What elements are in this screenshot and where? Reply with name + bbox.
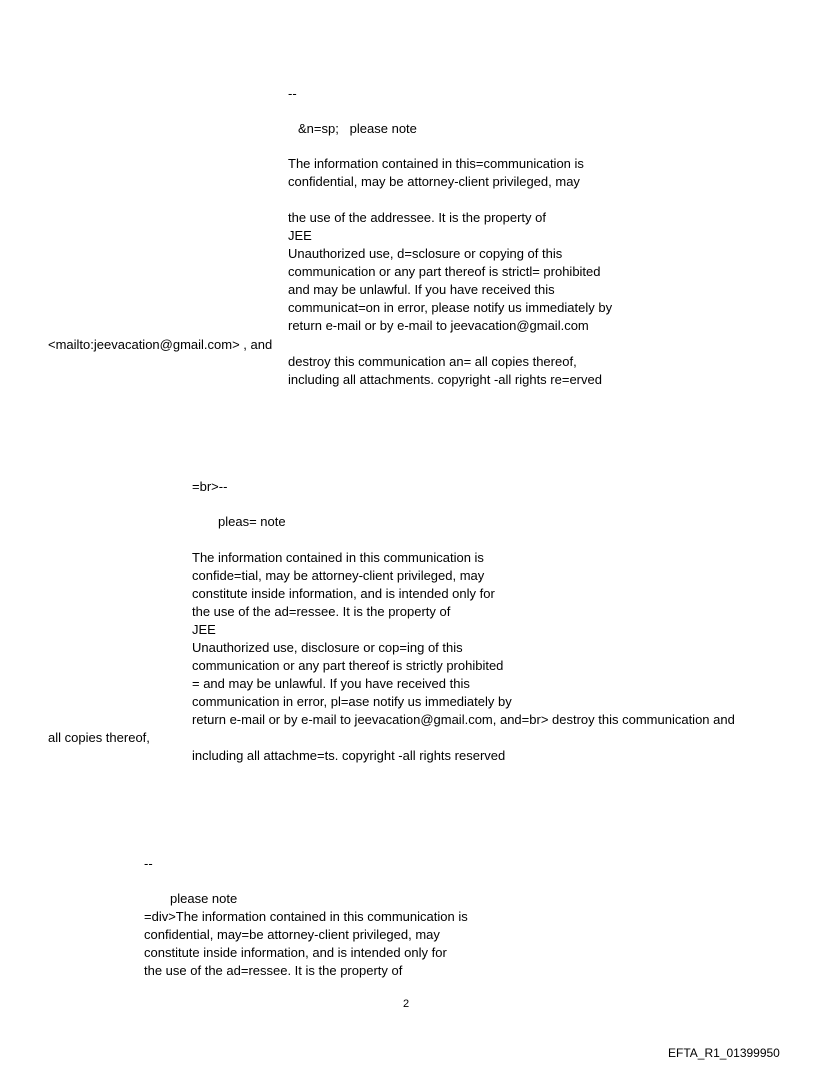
body-line: communicat=on in error, please notify us immediately by bbox=[288, 300, 613, 315]
body-line: confidential, may=be attorney-client privileged, may bbox=[144, 927, 440, 942]
body-line: including all attachments. copyright -all rights re=erved bbox=[288, 372, 602, 387]
body-line: communication or any part thereof is strictly prohibited bbox=[192, 658, 504, 673]
separator-line: -- bbox=[144, 856, 153, 871]
body-line: = and may be unlawful. If you have received this bbox=[192, 676, 470, 691]
separator-line: -- bbox=[288, 86, 297, 101]
note-heading: pleas= note bbox=[218, 514, 286, 529]
note-heading: please note bbox=[170, 891, 238, 906]
body-line: JEE bbox=[288, 228, 312, 243]
body-line: =div>The information contained in this communication is bbox=[144, 909, 468, 924]
body-line: constitute inside information, and is intended only for bbox=[192, 586, 495, 601]
page-number: 2 bbox=[403, 998, 410, 1010]
body-line: and may be unlawful. If you have received this bbox=[288, 282, 555, 297]
body-line: The information contained in this=communication is bbox=[288, 156, 584, 171]
body-line: the use of the ad=ressee. It is the property of bbox=[144, 963, 403, 978]
body-line: Unauthorized use, d=sclosure or copying of this bbox=[288, 246, 563, 261]
body-line: The information contained in this communication is bbox=[192, 550, 484, 565]
mailto-line: <mailto:jeevacation@gmail.com> , and bbox=[48, 337, 273, 352]
separator-line: =br>-- bbox=[192, 479, 228, 494]
body-line: Unauthorized use, disclosure or cop=ing of this bbox=[192, 640, 463, 655]
body-line: JEE bbox=[192, 622, 216, 637]
body-line: return e-mail or by e-mail to jeevacation@gmail.com, and=br> destroy this communication and bbox=[192, 712, 735, 727]
body-line: communication in error, pl=ase notify us immediately by bbox=[192, 694, 512, 709]
body-line: including all attachme=ts. copyright -all rights reserved bbox=[192, 748, 506, 763]
body-line: destroy this communication an= all copies thereof, bbox=[288, 354, 577, 369]
body-line: constitute inside information, and is intended only for bbox=[144, 945, 447, 960]
body-line: confide=tial, may be attorney-client privileged, may bbox=[192, 568, 485, 583]
note-heading: &n=sp; please note bbox=[298, 121, 417, 136]
body-line: return e-mail or by e-mail to jeevacation@gmail.com bbox=[288, 318, 589, 333]
body-line: the use of the addressee. It is the property of bbox=[288, 210, 546, 225]
body-line: communication or any part thereof is strictl= prohibited bbox=[288, 264, 601, 279]
body-line: confidential, may be attorney-client privileged, may bbox=[288, 174, 580, 189]
body-line: all copies thereof, bbox=[48, 730, 150, 745]
document-id: EFTA_R1_01399950 bbox=[668, 1046, 780, 1060]
body-line: the use of the ad=ressee. It is the property of bbox=[192, 604, 451, 619]
